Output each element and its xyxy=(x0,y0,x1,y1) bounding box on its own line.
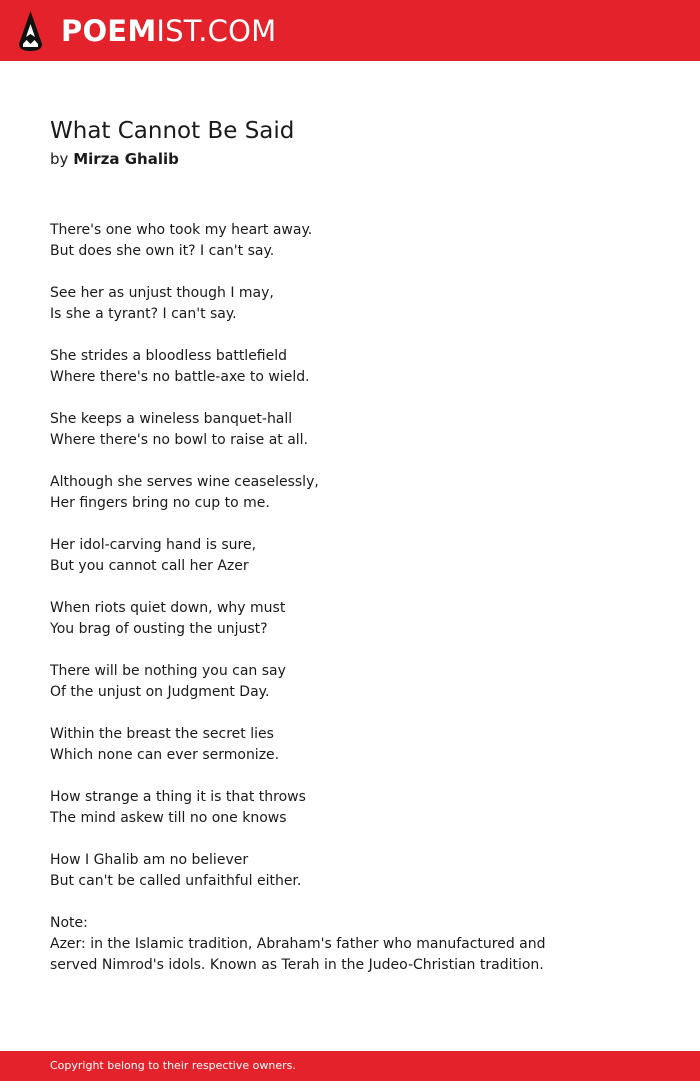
poem-line: She keeps a wineless banquet-hall xyxy=(50,411,293,427)
copyright-text: Copyright belong to their respective owners. xyxy=(50,1059,296,1072)
stanza xyxy=(50,220,660,262)
pencil-logo-icon xyxy=(17,10,44,52)
stanza xyxy=(50,409,660,451)
poem-line: There will be nothing you can say xyxy=(50,663,286,679)
by-label: by xyxy=(50,150,69,168)
stanza xyxy=(50,661,660,703)
poem-line: But can't be called unfaithful either. xyxy=(50,873,302,889)
poem-note xyxy=(50,913,660,976)
poem-line: See her as unjust though I may, xyxy=(50,285,274,301)
poem-line: There's one who took my heart away. xyxy=(50,222,313,238)
stanza xyxy=(50,283,660,325)
poem-title: What Cannot Be Said xyxy=(50,118,295,144)
site-name-light: IST.COM xyxy=(156,13,277,48)
site-footer xyxy=(0,1051,700,1081)
poem-line: Which none can ever sermonize. xyxy=(50,747,280,763)
poem-line: Of the unjust on Judgment Day. xyxy=(50,684,270,700)
site-name-bold: POEM xyxy=(61,13,157,48)
poem-line: You brag of ousting the unjust? xyxy=(50,621,268,637)
note-line: Azer: in the Islamic tradition, Abraham's father who manufactured and xyxy=(50,936,546,952)
site-logo[interactable] xyxy=(17,9,276,53)
poem-line: Within the breast the secret lies xyxy=(50,726,274,742)
note-label: Note: xyxy=(50,915,88,931)
poem-line: Where there's no battle-axe to wield. xyxy=(50,369,310,385)
stanza xyxy=(50,787,660,829)
site-name xyxy=(61,13,277,48)
stanza xyxy=(50,535,660,577)
stanza xyxy=(50,346,660,388)
poem-content xyxy=(50,113,660,976)
poem-line: How I Ghalib am no believer xyxy=(50,852,249,868)
poem-line: How strange a thing it is that throws xyxy=(50,789,306,805)
byline xyxy=(50,149,660,169)
poem-line: Her idol-carving hand is sure, xyxy=(50,537,257,553)
note-line: served Nimrod's idols. Known as Terah in the Judeo-Christian tradition. xyxy=(50,957,544,973)
poem-line: Although she serves wine ceaselessly, xyxy=(50,474,319,490)
poem-author: Mirza Ghalib xyxy=(73,150,179,168)
poem-line: The mind askew till no one knows xyxy=(50,810,287,826)
poem-body xyxy=(50,220,660,976)
stanza xyxy=(50,472,660,514)
poem-line: When riots quiet down, why must xyxy=(50,600,286,616)
stanza xyxy=(50,724,660,766)
stanza xyxy=(50,850,660,892)
poem-line: Where there's no bowl to raise at all. xyxy=(50,432,309,448)
stanza xyxy=(50,598,660,640)
site-header xyxy=(0,0,700,61)
poem-line: But does she own it? I can't say. xyxy=(50,243,275,259)
poem-line: Her fingers bring no cup to me. xyxy=(50,495,270,511)
poem-line: But you cannot call her Azer xyxy=(50,558,249,574)
poem-line: Is she a tyrant? I can't say. xyxy=(50,306,237,322)
poem-line: She strides a bloodless battlefield xyxy=(50,348,288,364)
